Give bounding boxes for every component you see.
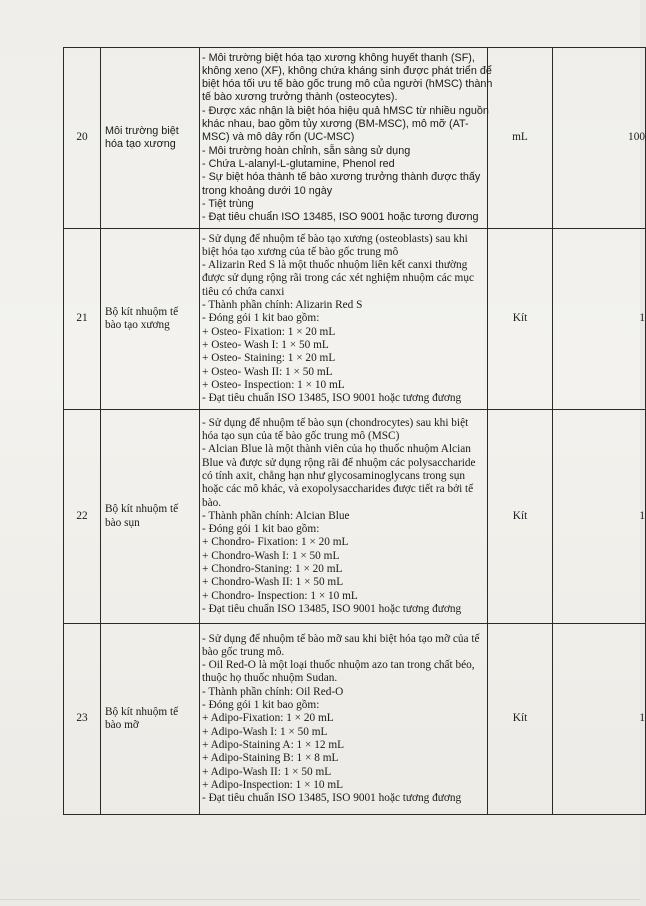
description-line: + Adipo-Inspection: 1 × 10 mL — [202, 778, 344, 791]
table-row — [64, 229, 646, 410]
description-line: - Oil Red-O là một loại thuốc nhuộm azo tan trong chất béo, — [202, 659, 475, 672]
item-name: Môi trường biệt hóa tạo xương — [101, 48, 200, 229]
item-description — [200, 229, 488, 410]
description-line: không xeno (XF), không chứa kháng sinh được phát triển để — [202, 64, 492, 77]
description-line: Blue và được sử dụng rộng rãi để nhuộm các polysaccharide — [202, 456, 476, 469]
item-quantity: 100 — [553, 48, 646, 229]
description-line: + Chondro-Wash II: 1 × 50 mL — [202, 576, 344, 589]
description-line: - Sử dụng để nhuộm tế bào mỡ sau khi biệt hóa tạo mỡ của tế — [202, 632, 480, 645]
description-line: được sử dụng rộng rãi trong các xét nghiệm nhuộm các mục — [202, 272, 475, 285]
description-line: + Adipo-Wash I: 1 × 50 mL — [202, 725, 328, 738]
item-unit: mL — [488, 48, 553, 229]
description-line: + Osteo- Staining: 1 × 20 mL — [202, 352, 336, 365]
description-line: - Môi trường biệt hóa tạo xương không huyết thanh (SF), — [202, 51, 475, 64]
description-line: - Đóng gói 1 kit bao gồm: — [202, 312, 320, 325]
row-number: 21 — [64, 229, 101, 410]
item-unit: Kít — [488, 624, 553, 815]
description-line: - Sự biệt hóa thành tế bào xương trưởng thành được thấy — [202, 171, 481, 184]
description-line: - Thành phần chính: Oil Red-O — [202, 685, 344, 698]
description-line: - Thành phần chính: Alizarin Red S — [202, 299, 363, 312]
description-line: - Alizarin Red S là một thuốc nhuộm liên kết canxi thường — [202, 259, 468, 272]
description-line: - Sử dụng để nhuộm tế bào tạo xương (osteoblasts) sau khi — [202, 232, 468, 245]
description-line: - Môi trường hoàn chỉnh, sẵn sàng sử dụng — [202, 144, 411, 157]
description-line: MSC) và mô dây rốn (UC-MSC) — [202, 131, 355, 144]
item-name: Bộ kít nhuộm tế bào tạo xương — [101, 229, 200, 410]
description-line: - Được xác nhận là biệt hóa hiệu quả hMSC từ nhiều nguồn — [202, 104, 489, 117]
item-description — [200, 410, 488, 624]
description-line: trong khoảng dưới 10 ngày — [202, 184, 333, 197]
description-line: + Osteo- Inspection: 1 × 10 mL — [202, 378, 345, 391]
description-line: - Sử dụng để nhuộm tế bào sụn (chondrocytes) sau khi biệt — [202, 416, 469, 429]
description-line: + Chondro-Wash I: 1 × 50 mL — [202, 549, 340, 562]
page-edge-line — [0, 899, 640, 900]
description-line: + Chondro- Fixation: 1 × 20 mL — [202, 536, 349, 549]
requirements-table — [63, 47, 646, 815]
description-line: tiêu có chứa canxi — [202, 285, 285, 298]
description-line: bào. — [202, 496, 222, 509]
item-name: Bộ kít nhuộm tế bào sụn — [101, 410, 200, 624]
description-line: - Đạt tiêu chuẩn ISO 13485, ISO 9001 hoặc tương đương — [202, 792, 462, 805]
description-line: hoặc các mô khác, và exopolysaccharides được tiết ra bởi tế — [202, 483, 474, 496]
description-line: + Chondro-Staning: 1 × 20 mL — [202, 563, 343, 576]
description-line: - Chứa L-alanyl-L-glutamine, Phenol red — [202, 157, 395, 170]
description-line: biệt hóa tối ưu tế bào gốc trung mô của người (hMSC) thành — [202, 78, 493, 91]
table-row — [64, 48, 646, 229]
description-line: khác nhau, bao gồm tủy xương (BM-MSC), mô mỡ (AT- — [202, 118, 469, 131]
description-line: - Tiệt trùng — [202, 197, 254, 210]
description-line: - Đạt tiêu chuẩn ISO 13485, ISO 9001 hoặc tương đương — [202, 211, 479, 224]
description-line: - Đạt tiêu chuẩn ISO 13485, ISO 9001 hoặc tương đương — [202, 602, 462, 615]
item-unit: Kít — [488, 229, 553, 410]
item-quantity: 1 — [553, 229, 646, 410]
description-line: có tính axit, chẳng hạn như glycosaminoglycans trong sụn — [202, 469, 466, 482]
description-line: + Osteo- Wash I: 1 × 50 mL — [202, 338, 329, 351]
description-line: + Osteo- Wash II: 1 × 50 mL — [202, 365, 333, 378]
description-line: + Chondro- Inspection: 1 × 10 mL — [202, 589, 358, 602]
description-line: thuộc họ thuốc nhuộm Sudan. — [202, 672, 338, 685]
description-line: biệt hóa tạo xương của tế bào gốc trung mô — [202, 245, 399, 258]
description-line: hóa tạo sụn của tế bào gốc trung mô (MSC) — [202, 430, 400, 443]
row-number: 22 — [64, 410, 101, 624]
description-line: + Adipo-Staining B: 1 × 8 mL — [202, 752, 339, 765]
description-line: - Đóng gói 1 kit bao gồm: — [202, 523, 320, 536]
description-line: + Adipo-Wash II: 1 × 50 mL — [202, 765, 332, 778]
description-line: tế bào xương trưởng thành (osteocytes). — [202, 91, 398, 104]
item-unit: Kít — [488, 410, 553, 624]
description-line: + Adipo-Fixation: 1 × 20 mL — [202, 712, 334, 725]
item-quantity: 1 — [553, 410, 646, 624]
description-line: + Osteo- Fixation: 1 × 20 mL — [202, 325, 336, 338]
description-line: + Adipo-Staining A: 1 × 12 mL — [202, 738, 345, 751]
description-line: - Đóng gói 1 kit bao gồm: — [202, 699, 320, 712]
item-description — [200, 624, 488, 815]
item-name: Bộ kít nhuộm tế bào mỡ — [101, 624, 200, 815]
row-number: 23 — [64, 624, 101, 815]
description-line: - Alcian Blue là một thành viên của họ thuốc nhuộm Alcian — [202, 443, 471, 456]
description-line: - Thành phần chính: Alcian Blue — [202, 509, 350, 522]
description-line: bào gốc trung mô. — [202, 645, 285, 658]
table-row — [64, 410, 646, 624]
item-description — [200, 48, 493, 229]
item-quantity: 1 — [553, 624, 646, 815]
row-number: 20 — [64, 48, 101, 229]
description-line: - Đạt tiêu chuẩn ISO 13485, ISO 9001 hoặc tương đương — [202, 392, 462, 405]
table-row — [64, 624, 646, 815]
